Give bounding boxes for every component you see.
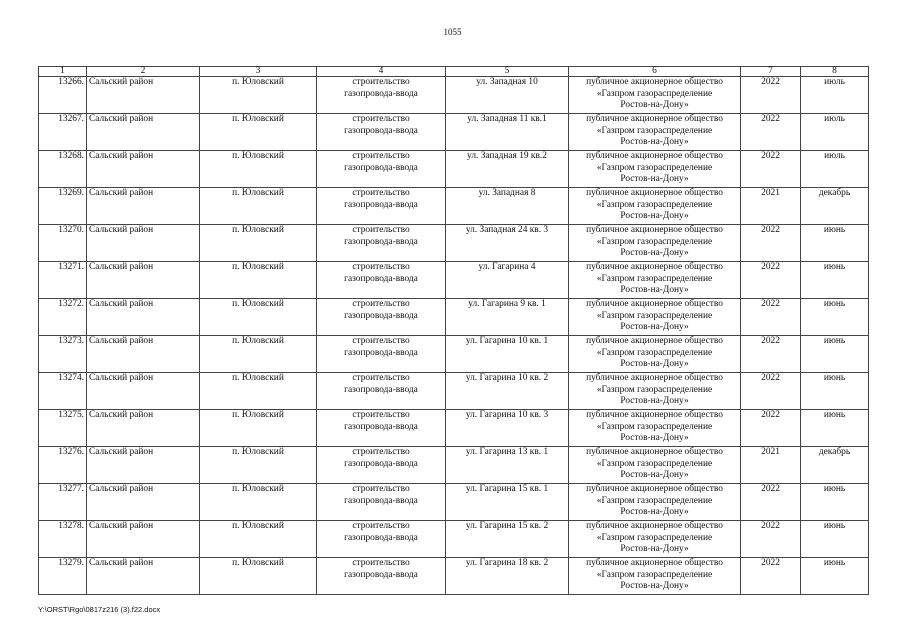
work-type-line: газопровода-ввода <box>344 273 418 284</box>
settlement-cell: п. Юловский <box>200 262 317 299</box>
organization-line: Ростов-на-Дону» <box>620 248 689 259</box>
month-cell: июнь <box>801 373 869 410</box>
month-cell: июнь <box>801 410 869 447</box>
work-type-line: газопровода-ввода <box>344 125 418 136</box>
table-row <box>39 225 869 262</box>
column-header: 2 <box>87 67 200 77</box>
work-type-cell <box>317 484 446 521</box>
year-cell: 2022 <box>741 484 801 521</box>
organization-line: публичное акционерное общество <box>586 521 723 531</box>
month-cell: декабрь <box>801 447 869 484</box>
row-number-cell: 13279. <box>39 558 87 595</box>
organization-line: Ростов-на-Дону» <box>620 100 689 111</box>
table-row <box>39 447 869 484</box>
year-cell: 2021 <box>741 188 801 225</box>
organization-line: публичное акционерное общество <box>586 188 723 198</box>
district-cell: Сальский район <box>87 521 200 558</box>
work-type-cell <box>317 151 446 188</box>
work-type-line: газопровода-ввода <box>344 532 418 543</box>
settlement-cell: п. Юловский <box>200 114 317 151</box>
table-row <box>39 114 869 151</box>
settlement-cell: п. Юловский <box>200 188 317 225</box>
table-row <box>39 521 869 558</box>
row-number-cell: 13267. <box>39 114 87 151</box>
district-cell: Сальский район <box>87 262 200 299</box>
work-type-line: строительство <box>352 410 410 420</box>
address-cell: ул. Западная 10 <box>446 77 569 114</box>
column-header: 1 <box>39 67 87 77</box>
work-type-cell <box>317 262 446 299</box>
work-type-cell <box>317 410 446 447</box>
work-type-cell <box>317 299 446 336</box>
organization-line: «Газпром газораспределение <box>596 236 713 247</box>
work-type-line: газопровода-ввода <box>344 347 418 358</box>
year-cell: 2022 <box>741 151 801 188</box>
month-cell: июнь <box>801 225 869 262</box>
district-cell: Сальский район <box>87 77 200 114</box>
organization-cell <box>569 558 741 595</box>
work-type-line: строительство <box>352 114 410 124</box>
organization-line: «Газпром газораспределение <box>596 532 713 543</box>
organization-line: «Газпром газораспределение <box>596 162 713 173</box>
table-row <box>39 188 869 225</box>
work-type-line: строительство <box>352 77 410 87</box>
work-type-line: газопровода-ввода <box>344 569 418 580</box>
table-row <box>39 151 869 188</box>
organization-cell <box>569 151 741 188</box>
year-cell: 2022 <box>741 114 801 151</box>
row-number-cell: 13275. <box>39 410 87 447</box>
organization-line: Ростов-на-Дону» <box>620 211 689 222</box>
year-cell: 2022 <box>741 521 801 558</box>
row-number-cell: 13278. <box>39 521 87 558</box>
row-number-cell: 13273. <box>39 336 87 373</box>
column-header: 7 <box>741 67 801 77</box>
month-cell: июль <box>801 151 869 188</box>
work-type-cell <box>317 558 446 595</box>
table-row <box>39 77 869 114</box>
work-type-line: газопровода-ввода <box>344 310 418 321</box>
district-cell: Сальский район <box>87 558 200 595</box>
address-cell: ул. Гагарина 10 кв. 1 <box>446 336 569 373</box>
work-type-cell <box>317 188 446 225</box>
district-cell: Сальский район <box>87 299 200 336</box>
settlement-cell: п. Юловский <box>200 558 317 595</box>
settlement-cell: п. Юловский <box>200 484 317 521</box>
year-cell: 2022 <box>741 225 801 262</box>
work-type-line: строительство <box>352 521 410 531</box>
organization-line: Ростов-на-Дону» <box>620 137 689 148</box>
work-type-line: строительство <box>352 299 410 309</box>
organization-line: «Газпром газораспределение <box>596 421 713 432</box>
organization-line: «Газпром газораспределение <box>596 495 713 506</box>
work-type-cell <box>317 373 446 410</box>
organization-line: «Газпром газораспределение <box>596 347 713 358</box>
settlement-cell: п. Юловский <box>200 299 317 336</box>
work-type-line: строительство <box>352 151 410 161</box>
month-cell: июнь <box>801 299 869 336</box>
address-cell: ул. Западная 19 кв.2 <box>446 151 569 188</box>
column-number-row <box>39 67 869 77</box>
column-header: 8 <box>801 67 869 77</box>
organization-line: публичное акционерное общество <box>586 484 723 494</box>
organization-line: Ростов-на-Дону» <box>620 285 689 296</box>
page-number: 1055 <box>443 27 462 37</box>
organization-line: «Газпром газораспределение <box>596 384 713 395</box>
organization-line: публичное акционерное общество <box>586 262 723 272</box>
address-cell: ул. Гагарина 15 кв. 2 <box>446 521 569 558</box>
settlement-cell: п. Юловский <box>200 447 317 484</box>
organization-line: «Газпром газораспределение <box>596 273 713 284</box>
organization-line: Ростов-на-Дону» <box>620 359 689 370</box>
row-number-cell: 13277. <box>39 484 87 521</box>
organization-line: Ростов-на-Дону» <box>620 322 689 333</box>
row-number-cell: 13268. <box>39 151 87 188</box>
organization-line: Ростов-на-Дону» <box>620 581 689 592</box>
year-cell: 2022 <box>741 262 801 299</box>
month-cell: июнь <box>801 484 869 521</box>
year-cell: 2022 <box>741 410 801 447</box>
work-type-line: строительство <box>352 447 410 457</box>
table-row <box>39 410 869 447</box>
organization-cell <box>569 225 741 262</box>
organization-cell <box>569 188 741 225</box>
district-cell: Сальский район <box>87 151 200 188</box>
organization-cell <box>569 77 741 114</box>
work-type-line: строительство <box>352 336 410 346</box>
organization-line: «Газпром газораспределение <box>596 88 713 99</box>
column-header: 4 <box>317 67 446 77</box>
table-row <box>39 484 869 521</box>
column-header: 5 <box>446 67 569 77</box>
organization-line: публичное акционерное общество <box>586 336 723 346</box>
month-cell: июнь <box>801 336 869 373</box>
organization-cell <box>569 484 741 521</box>
organization-cell <box>569 299 741 336</box>
year-cell: 2022 <box>741 558 801 595</box>
organization-line: Ростов-на-Дону» <box>620 174 689 185</box>
address-cell: ул. Гагарина 9 кв. 1 <box>446 299 569 336</box>
organization-line: «Газпром газораспределение <box>596 310 713 321</box>
month-cell: июнь <box>801 521 869 558</box>
address-cell: ул. Гагарина 13 кв. 1 <box>446 447 569 484</box>
organization-cell <box>569 262 741 299</box>
organization-cell <box>569 521 741 558</box>
work-type-line: газопровода-ввода <box>344 162 418 173</box>
organization-line: публичное акционерное общество <box>586 447 723 457</box>
work-type-cell <box>317 225 446 262</box>
table-row <box>39 262 869 299</box>
work-type-line: строительство <box>352 188 410 198</box>
month-cell: июнь <box>801 262 869 299</box>
column-header: 6 <box>569 67 741 77</box>
organization-line: публичное акционерное общество <box>586 225 723 235</box>
district-cell: Сальский район <box>87 336 200 373</box>
settlement-cell: п. Юловский <box>200 410 317 447</box>
organization-cell <box>569 447 741 484</box>
row-number-cell: 13271. <box>39 262 87 299</box>
organization-line: Ростов-на-Дону» <box>620 433 689 444</box>
address-cell: ул. Западная 11 кв.1 <box>446 114 569 151</box>
district-cell: Сальский район <box>87 114 200 151</box>
organization-line: «Газпром газораспределение <box>596 569 713 580</box>
settlement-cell: п. Юловский <box>200 521 317 558</box>
work-type-line: газопровода-ввода <box>344 236 418 247</box>
work-type-line: газопровода-ввода <box>344 495 418 506</box>
table-row <box>39 558 869 595</box>
table-row <box>39 299 869 336</box>
organization-line: «Газпром газораспределение <box>596 458 713 469</box>
work-type-line: строительство <box>352 558 410 568</box>
organization-line: «Газпром газораспределение <box>596 199 713 210</box>
address-cell: ул. Западная 8 <box>446 188 569 225</box>
column-header: 3 <box>200 67 317 77</box>
settlement-cell: п. Юловский <box>200 151 317 188</box>
month-cell: декабрь <box>801 188 869 225</box>
month-cell: июль <box>801 114 869 151</box>
organization-line: Ростов-на-Дону» <box>620 396 689 407</box>
work-type-cell <box>317 336 446 373</box>
organization-line: «Газпром газораспределение <box>596 125 713 136</box>
row-number-cell: 13266. <box>39 77 87 114</box>
year-cell: 2022 <box>741 299 801 336</box>
month-cell: июль <box>801 77 869 114</box>
work-type-line: строительство <box>352 373 410 383</box>
district-cell: Сальский район <box>87 225 200 262</box>
work-type-line: газопровода-ввода <box>344 88 418 99</box>
organization-cell <box>569 373 741 410</box>
work-type-line: газопровода-ввода <box>344 421 418 432</box>
district-cell: Сальский район <box>87 484 200 521</box>
organization-line: Ростов-на-Дону» <box>620 544 689 555</box>
file-path-footer: Y:\ORST\Rgo\0817z216 (3).f22.docx <box>38 605 161 614</box>
district-cell: Сальский район <box>87 410 200 447</box>
organization-line: публичное акционерное общество <box>586 151 723 161</box>
address-cell: ул. Гагарина 4 <box>446 262 569 299</box>
address-cell: ул. Гагарина 18 кв. 2 <box>446 558 569 595</box>
work-type-line: строительство <box>352 262 410 272</box>
work-type-line: строительство <box>352 225 410 235</box>
work-type-line: газопровода-ввода <box>344 199 418 210</box>
work-type-cell <box>317 521 446 558</box>
work-type-line: строительство <box>352 484 410 494</box>
organization-line: публичное акционерное общество <box>586 373 723 383</box>
settlement-cell: п. Юловский <box>200 373 317 410</box>
organization-cell <box>569 410 741 447</box>
work-type-line: газопровода-ввода <box>344 458 418 469</box>
organization-line: Ростов-на-Дону» <box>620 507 689 518</box>
year-cell: 2021 <box>741 447 801 484</box>
settlement-cell: п. Юловский <box>200 77 317 114</box>
row-number-cell: 13269. <box>39 188 87 225</box>
work-type-cell <box>317 114 446 151</box>
year-cell: 2022 <box>741 336 801 373</box>
work-type-line: газопровода-ввода <box>344 384 418 395</box>
work-type-cell <box>317 77 446 114</box>
row-number-cell: 13270. <box>39 225 87 262</box>
row-number-cell: 13274. <box>39 373 87 410</box>
table-row <box>39 373 869 410</box>
settlement-cell: п. Юловский <box>200 336 317 373</box>
work-type-cell <box>317 447 446 484</box>
organization-line: публичное акционерное общество <box>586 299 723 309</box>
table-row <box>39 336 869 373</box>
month-cell: июнь <box>801 558 869 595</box>
organization-line: Ростов-на-Дону» <box>620 470 689 481</box>
district-cell: Сальский район <box>87 188 200 225</box>
settlement-cell: п. Юловский <box>200 225 317 262</box>
organization-cell <box>569 336 741 373</box>
gasification-table <box>38 66 869 595</box>
organization-line: публичное акционерное общество <box>586 77 723 87</box>
organization-line: публичное акционерное общество <box>586 558 723 568</box>
district-cell: Сальский район <box>87 373 200 410</box>
address-cell: ул. Гагарина 10 кв. 2 <box>446 373 569 410</box>
address-cell: ул. Гагарина 10 кв. 3 <box>446 410 569 447</box>
year-cell: 2022 <box>741 77 801 114</box>
row-number-cell: 13276. <box>39 447 87 484</box>
organization-line: публичное акционерное общество <box>586 410 723 420</box>
organization-line: публичное акционерное общество <box>586 114 723 124</box>
district-cell: Сальский район <box>87 447 200 484</box>
address-cell: ул. Западная 24 кв. 3 <box>446 225 569 262</box>
address-cell: ул. Гагарина 15 кв. 1 <box>446 484 569 521</box>
organization-cell <box>569 114 741 151</box>
row-number-cell: 13272. <box>39 299 87 336</box>
year-cell: 2022 <box>741 373 801 410</box>
